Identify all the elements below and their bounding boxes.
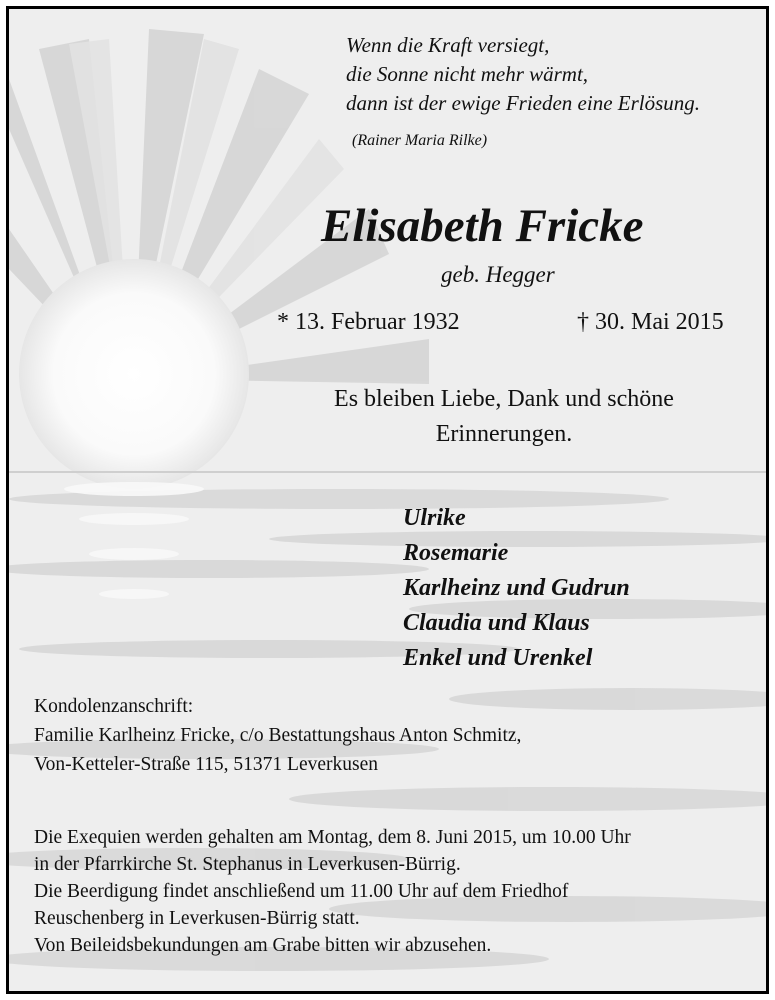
quote-line: dann ist der ewige Frieden eine Erlösung.	[346, 91, 701, 115]
death-date: † 30. Mai 2015	[577, 309, 724, 335]
rilke-quote	[346, 31, 700, 118]
birth-date: * 13. Februar 1932	[277, 309, 460, 335]
family-list	[403, 501, 630, 676]
family-member: Claudia und Klaus	[403, 610, 590, 636]
obituary-notice	[6, 6, 769, 994]
condolence-address	[34, 692, 521, 779]
service-line: in der Pfarrkirche St. Stephanus in Leverkusen-Bürrig.	[34, 854, 461, 875]
service-line: Von Beileidsbekundungen am Grabe bitten wir abzusehen.	[34, 935, 492, 956]
deceased-name: Elisabeth Fricke	[321, 200, 644, 252]
quote-line: Wenn die Kraft versiegt,	[346, 33, 550, 57]
condolence-heading: Kondolenzanschrift:	[34, 696, 194, 717]
family-member: Rosemarie	[403, 540, 509, 566]
condolence-line: Familie Karlheinz Fricke, c/o Bestattungshaus Anton Schmitz,	[34, 725, 522, 746]
service-line: Reuschenberg in Leverkusen-Bürrig statt.	[34, 908, 360, 929]
condolence-line: Von-Ketteler-Straße 115, 51371 Leverkusen	[34, 754, 379, 775]
service-line: Die Exequien werden gehalten am Montag, dem 8. Juni 2015, um 10.00 Uhr	[34, 827, 631, 848]
quote-author: (Rainer Maria Rilke)	[352, 132, 488, 149]
family-member: Enkel und Urenkel	[403, 645, 593, 671]
maiden-name: geb. Hegger	[441, 262, 555, 287]
memorial-verse: Es bleiben Liebe, Dank und schöne Erinnerungen.	[334, 386, 674, 447]
service-line: Die Beerdigung findet anschließend um 11.00 Uhr auf dem Friedhof	[34, 881, 569, 902]
quote-line: die Sonne nicht mehr wärmt,	[346, 62, 589, 86]
family-member: Ulrike	[403, 505, 466, 531]
service-details	[34, 824, 631, 959]
family-member: Karlheinz und Gudrun	[403, 575, 630, 601]
